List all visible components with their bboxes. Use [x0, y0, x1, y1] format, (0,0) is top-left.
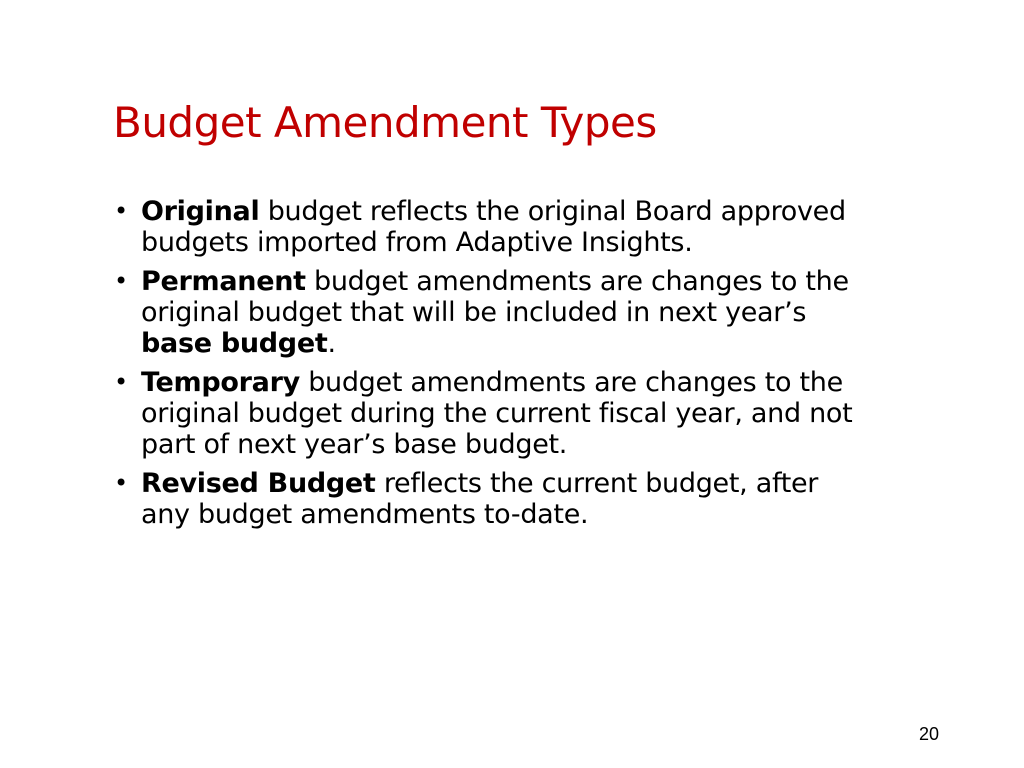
bullet-revised-budget-term: Revised Budget: [141, 468, 376, 499]
bullet-list: [114, 196, 874, 538]
bullet-permanent-text: budget amendments are changes to the original budget that will be included in next year’s: [141, 266, 849, 328]
bullet-marker: •: [114, 267, 128, 295]
bullet-original: [114, 196, 874, 258]
bullet-temporary: [114, 367, 874, 460]
bullet-revised-budget: [114, 468, 874, 530]
page-number: 20: [919, 724, 940, 744]
bullet-temporary-text: budget amendments are changes to the original budget during the current fiscal year, and not part of next year’s base budget.: [141, 367, 853, 460]
bullet-revised-budget-text: reflects the current budget, after any budget amendments to-date.: [141, 468, 819, 530]
bullet-marker: •: [114, 469, 128, 497]
slide-title: Budget Amendment Types: [113, 98, 657, 147]
bullet-temporary-term: Temporary: [141, 367, 300, 398]
bullet-marker: •: [114, 368, 128, 396]
bullet-permanent-tail: .: [327, 328, 336, 359]
bullet-permanent: [114, 266, 874, 359]
bullet-permanent-term: Permanent: [141, 266, 306, 297]
bullet-permanent-emphasis: base budget: [141, 328, 328, 359]
bullet-original-term: Original: [141, 196, 260, 227]
bullet-marker: •: [114, 197, 128, 225]
bullet-original-text: budget reflects the original Board approved budgets imported from Adaptive Insights.: [141, 196, 846, 258]
